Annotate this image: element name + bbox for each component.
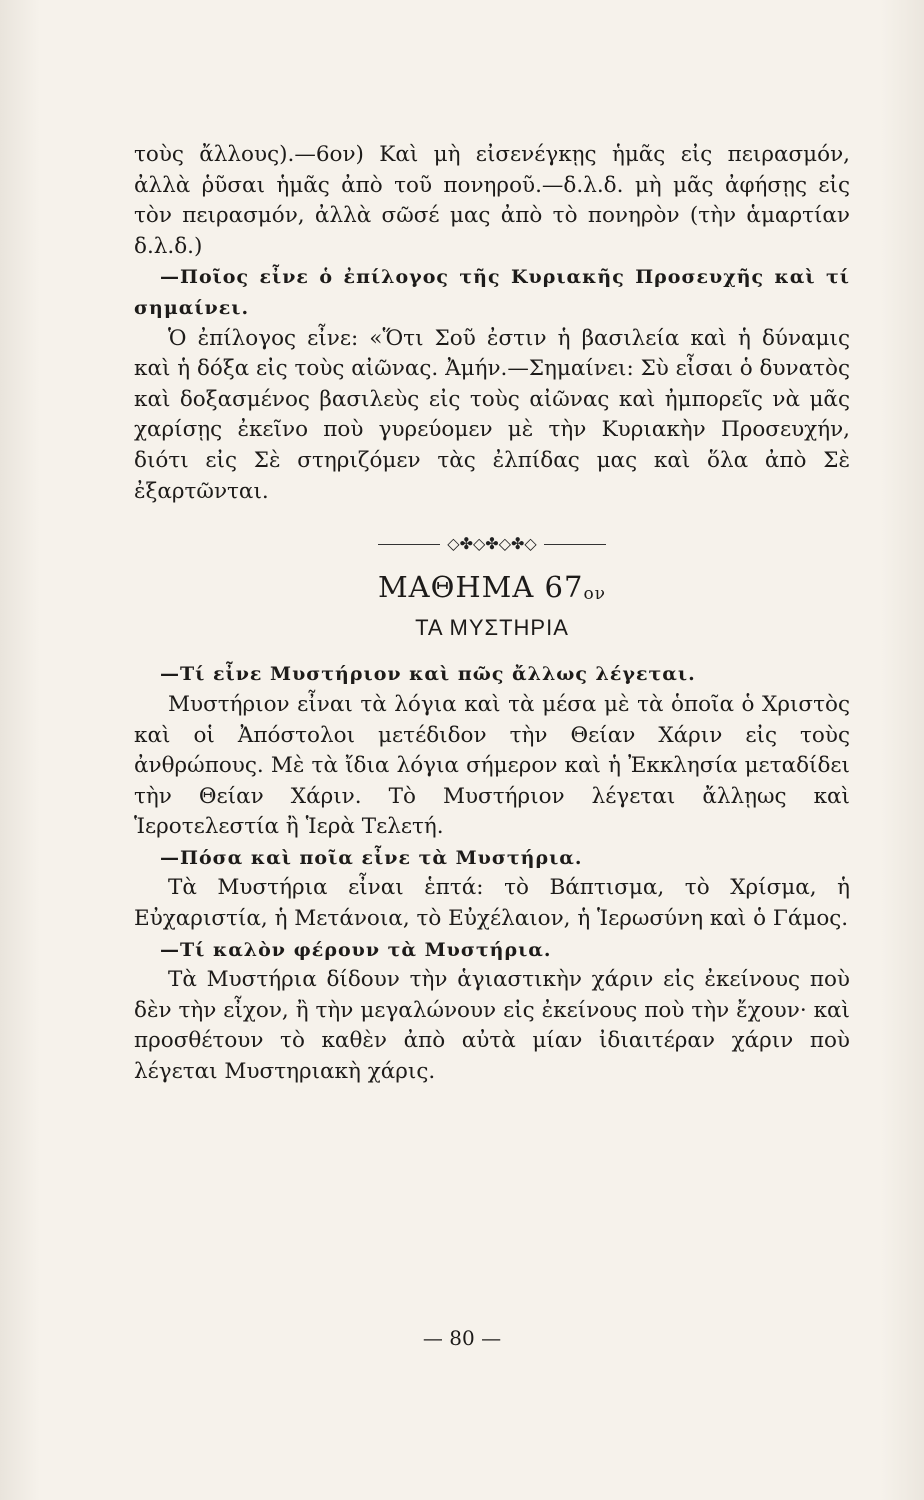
page-number: — 80 — xyxy=(422,1326,502,1350)
paragraph-mystery-definition: Μυστήριον εἶναι τὰ λόγια καὶ τὰ μέσα μὲ τὰ ὁποῖα ὁ Χριστὸς καὶ οἱ Ἀπόστολοι μετέδιδον τὴν Θείαν Χάριν εἰς τοὺς ἀνθρώπους. Μὲ τὰ ἴδια λόγια σήμερον καὶ ἡ Ἐκκλησία μεταδίδει τὴν Θείαν Χάριν. Τὸ Μυστήριον λέγεται ἄλλῃως καὶ Ἱεροτελεστία ἢ Ἱερὰ Τελετή. xyxy=(134,691,850,840)
page-text xyxy=(134,140,850,1088)
paragraph-epilogue: Ὁ ἐπίλογος εἶνε: «Ὅτι Σοῦ ἐστιν ἡ βασιλεία καὶ ἡ δύναμις καὶ ἡ δόξα εἰς τοὺς αἰῶνας. Ἀμήν.—Σημαίνει: Σὺ εἶσαι ὁ δυνατὸς καὶ δοξασμένος βασιλεὺς εἰς τοὺς αἰῶνας καὶ ἠμπορεῖς νὰ μᾶς χαρίσῃς ἐκεῖνο ποὺ γυρεύομεν μὲ τὴν Κυριακὴν Προσευχήν, διότι εἰς Σὲ στηριζόμεν τὰς ἐλπίδας μας καὶ ὅλα ἀπὸ Σὲ ἐξαρτῶνται. xyxy=(134,325,850,504)
question-how-many-mysteries: —Πόσα καὶ ποῖα εἶνε τὰ Μυστήρια. xyxy=(160,846,583,869)
divider-ornament: ◇✤◇✤◇✤◇ xyxy=(447,534,537,554)
question-epilogue: —Ποῖος εἶνε ὁ ἐπίλογος τῆς Κυριακῆς Προσευχῆς καὶ τί σημαίνει. xyxy=(134,266,850,319)
lesson-title-text: ΜΑΘΗΜΑ 67 xyxy=(377,569,584,604)
paragraph-mysteries-grace: Τὰ Μυστήρια δίδουν τὴν ἁγιαστικὴν χάριν εἰς ἐκείνους ποὺ δὲν τὴν εἶχον, ἢ τὴν μεγαλώνουν εἰς ἐκείνους ποὺ τὴν ἔχουν· καὶ προσθέτουν τὸ καθὲν ἀπὸ αὐτὰ μίαν ἰδιαιτέραν χάριν ποὺ λέγεται Μυστηριακὴ χάρις. xyxy=(134,967,850,1085)
paragraph-seven-mysteries: Τὰ Μυστήρια εἶναι ἑπτά: τὸ Βάπτισμα, τὸ Χρίσμα, ἡ Εὐχαριστία, ἡ Μετάνοια, τὸ Εὐχέλαιον, ἡ Ἱερωσύνη καὶ ὁ Γάμος. xyxy=(134,875,850,932)
section-divider xyxy=(134,529,850,560)
question-what-is-mystery: —Τί εἶνε Μυστήριον καὶ πῶς ἄλλως λέγεται. xyxy=(160,663,696,686)
lesson-title-suffix: ον xyxy=(583,583,607,604)
question-benefit-of-mysteries: —Τί καλὸν φέρουν τὰ Μυστήρια. xyxy=(160,938,552,961)
divider-line-right xyxy=(544,544,606,545)
lesson-subtitle: ΤΑ ΜΥΣΤΗΡΙΑ xyxy=(415,614,569,640)
paragraph-lords-prayer-end: τοὺς ἄλλους).—6ον) Καὶ μὴ εἰσενέγκῃς ἡμᾶς εἰς πειρασμόν, ἀλλὰ ῥῦσαι ἡμᾶς ἀπὸ τοῦ πονηροῦ.—δ.λ.δ. μὴ μᾶς ἀφήσῃς εἰς τὸν πειρασμόν, ἀλλὰ σῶσέ μας ἀπὸ τὸ πονηρὸν (τὴν ἁμαρτίαν δ.λ.δ.) xyxy=(134,142,850,259)
lesson-title xyxy=(134,570,850,611)
divider-line-left xyxy=(378,544,440,545)
